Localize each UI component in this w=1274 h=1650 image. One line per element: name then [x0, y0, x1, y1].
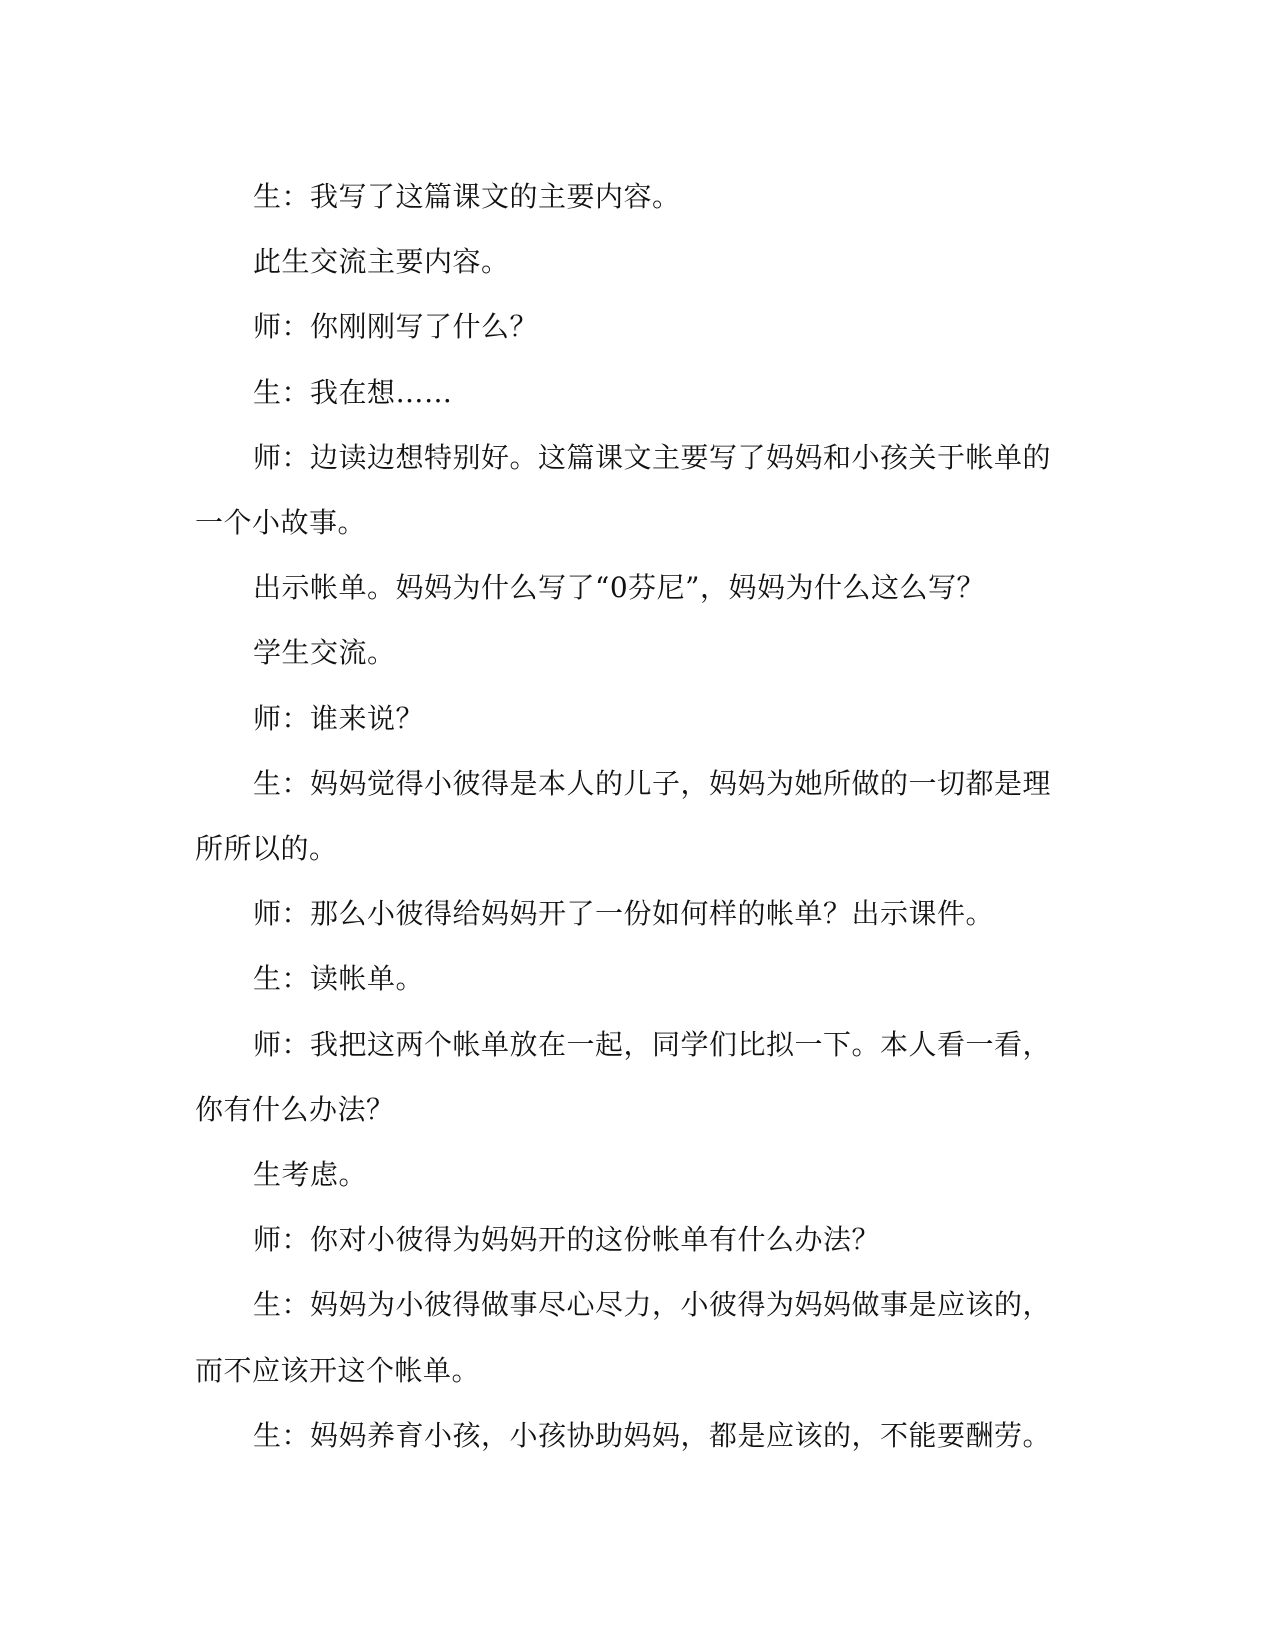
paragraph: 学生交流。 [253, 636, 396, 670]
paragraph: 此生交流主要内容。 [253, 245, 510, 279]
paragraph: 生：妈妈觉得小彼得是本人的儿子，妈妈为她所做的一切都是理所所以的。 [195, 766, 1052, 866]
paragraph: 师：你刚刚写了什么？ [253, 310, 539, 344]
paragraph: 师：你对小彼得为妈妈开的这份帐单有什么办法？ [253, 1223, 881, 1257]
paragraph: 师：那么小彼得给妈妈开了一份如何样的帐单？出示课件。 [253, 897, 995, 931]
paragraph: 生考虑。 [253, 1158, 368, 1192]
paragraph: 生：我在想…… [253, 375, 453, 409]
paragraph: 师：边读边想特别好。这篇课文主要写了妈妈和小孩关于帐单的一个小故事。 [195, 440, 1052, 540]
paragraph: 生：读帐单。 [253, 962, 425, 996]
paragraph: 生：妈妈为小彼得做事尽心尽力，小彼得为妈妈做事是应该的，而不应该开这个帐单。 [195, 1288, 1052, 1387]
paragraph: 师：谁来说？ [253, 701, 425, 735]
paragraph: 生：我写了这篇课文的主要内容。 [253, 180, 681, 213]
paragraph: 出示帐单。妈妈为什么写了“0芬尼”，妈妈为什么这么写？ [253, 571, 985, 605]
paragraph: 师：我把这两个帐单放在一起，同学们比拟一下。本人看一看，你有什么办法？ [195, 1027, 1052, 1126]
document-body [195, 164, 1075, 1468]
paragraph: 生：妈妈养育小孩，小孩协助妈妈，都是应该的，不能要酬劳。 [253, 1418, 1052, 1452]
